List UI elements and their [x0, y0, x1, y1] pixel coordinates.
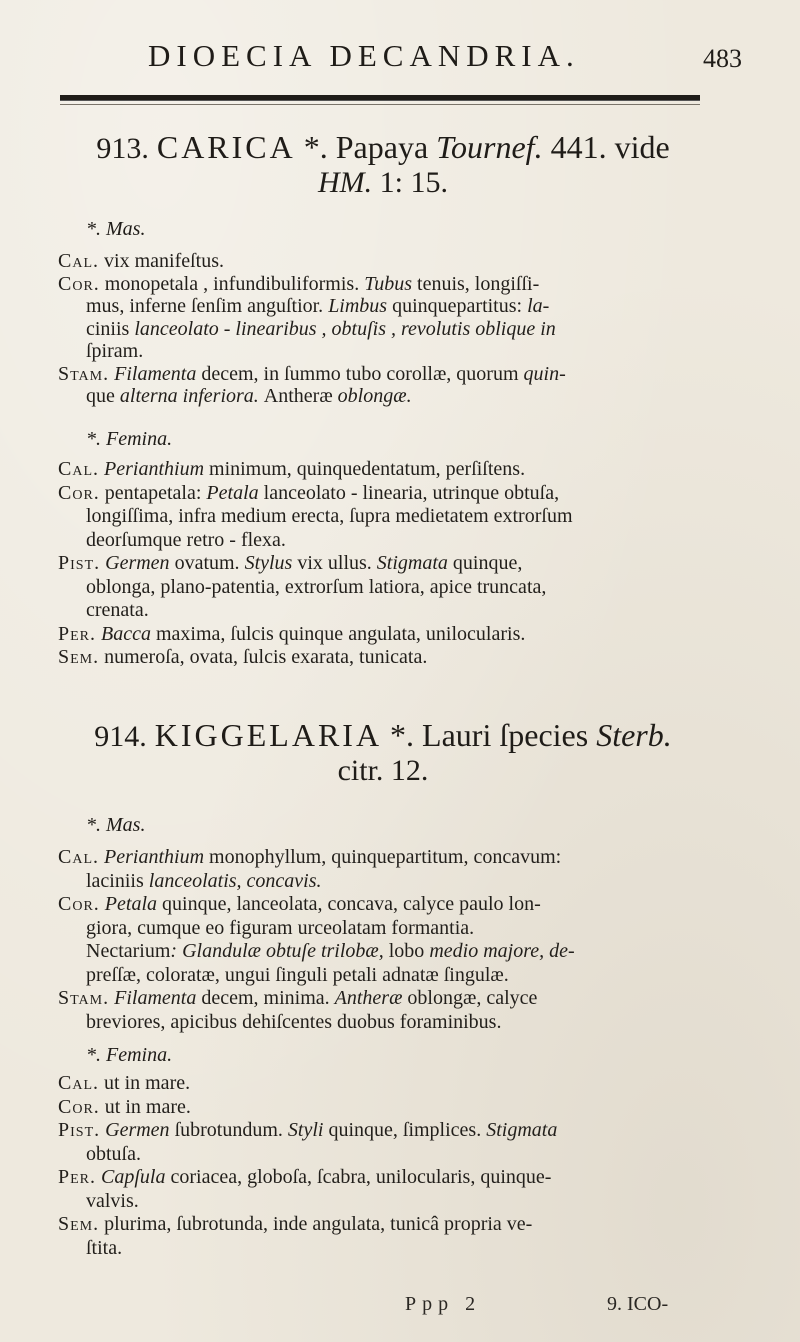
genus-name: KIGGELARIA [154, 717, 383, 753]
description-text: preſſæ, coloratæ, ungui ſinguli petali adnatæ ſingulæ. [86, 963, 509, 986]
description-text: crenata. [86, 599, 149, 621]
header-rule-thin [60, 104, 700, 105]
description-line [86, 1190, 139, 1212]
italic-term: Antheræ [334, 987, 403, 1009]
running-title: DIOECIA DECANDRIA. [148, 38, 580, 73]
description-text: monophyllum, quinquepartitum, concavum: [204, 846, 562, 868]
entry-number: 913. [96, 132, 149, 165]
italic-term: Germen [105, 552, 170, 574]
part-label: Cal. [58, 1072, 100, 1094]
description-text: ſtita. [86, 1236, 123, 1259]
description-text: laciniis [86, 869, 144, 892]
description-text: pentapetala: [99, 481, 207, 504]
description-line [58, 987, 537, 1009]
description-text: quinque, lanceolata, concava, calyce paulo lon- [157, 893, 541, 915]
description-text: oblonga, plano-patentia, extrorſum latiora, apice truncata, [86, 575, 547, 598]
description-line [58, 646, 427, 668]
part-label: Cal. [58, 846, 100, 868]
description-text: numeroſa, ovata, ſulcis exarata, tunicata. [99, 646, 428, 668]
entry-913-heading [58, 130, 708, 166]
description-line [86, 1237, 122, 1259]
description-text: coriacea, globoſa, ſcabra, unilocularis, quinque- [165, 1166, 552, 1188]
description-line [58, 1213, 532, 1235]
description-text: mus, inferne ſenſim anguſtior. [86, 295, 329, 317]
italic-term: : Glandulæ obtuſe trilobæ, [170, 940, 389, 962]
italic-term: la- [527, 295, 550, 317]
description-line [58, 552, 522, 574]
synonym: Papaya [335, 129, 437, 165]
description-line [58, 250, 224, 272]
description-text: ut in mare. [99, 1072, 191, 1094]
description-line [58, 1166, 551, 1188]
part-label: Stam. [58, 362, 110, 385]
description-text: ovatum. [169, 552, 245, 574]
description-line [86, 529, 286, 551]
part-label: Sem. [58, 646, 100, 668]
description-line [86, 576, 546, 598]
description-line [58, 846, 561, 868]
italic-term: Styli [287, 1119, 324, 1141]
running-head [0, 38, 800, 78]
italic-term: Filamenta [114, 987, 197, 1009]
description-line [86, 318, 556, 340]
part-label: Pist. [58, 1119, 101, 1141]
mark: *. [390, 717, 415, 753]
description-line [86, 964, 509, 986]
synonym: Lauri ſpecies [422, 717, 597, 753]
description-line [58, 1096, 191, 1118]
italic-term: lanceolatis, concavis. [143, 869, 322, 892]
mark: *. [303, 129, 328, 165]
italic-term: lanceolato - linearibus , obtuſis , revolutis oblique in [129, 317, 556, 340]
part-label: Per. [58, 622, 97, 645]
description-text: ſpiram. [86, 340, 144, 362]
description-text: ut in mare. [99, 1095, 191, 1118]
description-line [86, 295, 549, 317]
description-line [86, 385, 412, 407]
page-footer [0, 1293, 800, 1323]
description-line [86, 599, 149, 621]
description-line [58, 458, 525, 480]
description-text: valvis. [86, 1189, 139, 1212]
signature-mark: Ppp 2 [405, 1293, 482, 1315]
italic-term: Perianthium [104, 458, 205, 480]
part-label: Cal. [58, 250, 100, 272]
part-label: Cor. [58, 481, 100, 504]
description-line [86, 870, 322, 892]
italic-term: Bacca [101, 622, 151, 645]
synonym-tail: 441. vide [542, 129, 670, 165]
italic-term: Stylus [244, 552, 293, 574]
description-line [86, 340, 143, 362]
section-label-female: *. Femina. [86, 428, 173, 450]
description-text: Antheræ [263, 385, 333, 407]
description-line [58, 1072, 190, 1094]
description-text: obtuſa. [86, 1142, 141, 1165]
page-number: 483 [703, 44, 742, 73]
description-text: monopetala , infundibuliformis. [99, 272, 365, 295]
synonym-ref: Tournef. [436, 129, 543, 165]
genus-name: CARICA [156, 129, 296, 165]
header-rule [60, 95, 700, 101]
description-line [58, 1119, 557, 1141]
description-text: decem, minima. [196, 987, 335, 1009]
section-label-female: *. Femina. [86, 1044, 173, 1066]
description-text: oblongæ, calyce [402, 987, 538, 1009]
description-line [58, 363, 566, 385]
part-label: Cor. [58, 893, 100, 915]
entry-number: 914. [94, 720, 147, 753]
entry-914-heading [58, 718, 708, 754]
synonym-ref: Sterb. [596, 717, 672, 753]
description-text: ciniis [86, 317, 130, 340]
description-text: giora, cumque eo figuram urceolatam formantia. [86, 916, 475, 939]
part-label: Stam. [58, 987, 110, 1009]
description-text: decem, in ſummo tubo corollæ, quorum [196, 362, 524, 385]
part-label: Pist. [58, 552, 101, 574]
entry-913-heading-line2 [58, 166, 708, 200]
catchword: 9. ICO- [607, 1293, 669, 1315]
italic-term: Stigmata [486, 1119, 558, 1141]
italic-term: Capſula [101, 1166, 166, 1188]
italic-term: Perianthium [104, 846, 205, 868]
description-text: lanceolato - linearia, utrinque obtuſa, [258, 481, 560, 504]
description-line [86, 1011, 501, 1033]
italic-term: medio majore, de- [424, 940, 575, 962]
synonym-line2-tail: 1: 15. [372, 166, 448, 199]
description-line [86, 940, 575, 962]
description-text: breviores, apicibus dehiſcentes duobus foraminibus. [86, 1010, 502, 1033]
description-text: longiſſima, infra medium erecta, ſupra medietatem extrorſum [86, 505, 573, 527]
italic-term: quin- [523, 362, 566, 385]
part-label: Sem. [58, 1213, 100, 1235]
description-text: vix ullus. [292, 552, 377, 574]
italic-term: Filamenta [114, 362, 197, 385]
italic-term: Limbus [328, 295, 388, 317]
description-line [58, 623, 525, 645]
description-text: quinque, [447, 552, 523, 574]
part-label: Per. [58, 1166, 97, 1188]
description-line [86, 1143, 141, 1165]
description-line [58, 893, 541, 915]
description-line [58, 273, 539, 295]
italic-term: oblongæ. [332, 385, 412, 407]
italic-term: Petala [206, 481, 259, 504]
italic-term: alterna inferiora. [114, 385, 264, 407]
section-label-male: *. Mas. [86, 218, 146, 240]
part-label: Cor. [58, 1095, 100, 1118]
description-text: ſubrotundum. [169, 1119, 288, 1141]
italic-term: Stigmata [376, 552, 448, 574]
description-text: vix manifeſtus. [99, 250, 224, 272]
italic-term: Tubus [364, 272, 413, 295]
description-text: maxima, ſulcis quinque angulata, unilocularis. [151, 622, 526, 645]
part-label: Cal. [58, 458, 100, 480]
description-text: lobo [388, 940, 425, 962]
section-label-male: *. Mas. [86, 814, 146, 836]
description-text: Nectarium [86, 940, 171, 962]
synonym-line2-ref: HM. [318, 166, 373, 199]
description-text: tenuis, longiſſi- [412, 272, 540, 295]
italic-term: Petala [104, 893, 158, 915]
description-text: que [86, 385, 115, 407]
entry-914-heading-line2 [58, 754, 708, 788]
description-line [86, 917, 474, 939]
description-text: quinquepartitus: [387, 295, 528, 317]
description-text: quinque, ſimplices. [323, 1119, 487, 1141]
description-line [58, 482, 559, 504]
description-text: plurima, ſubrotunda, inde angulata, tunicâ propria ve- [99, 1213, 533, 1235]
description-line [86, 505, 573, 527]
description-text: minimum, quinquedentatum, perſiſtens. [204, 458, 526, 480]
italic-term: Germen [105, 1119, 170, 1141]
part-label: Cor. [58, 272, 100, 295]
description-text: deorſumque retro - flexa. [86, 528, 286, 551]
synonym-line2-tail: citr. 12. [337, 754, 429, 787]
